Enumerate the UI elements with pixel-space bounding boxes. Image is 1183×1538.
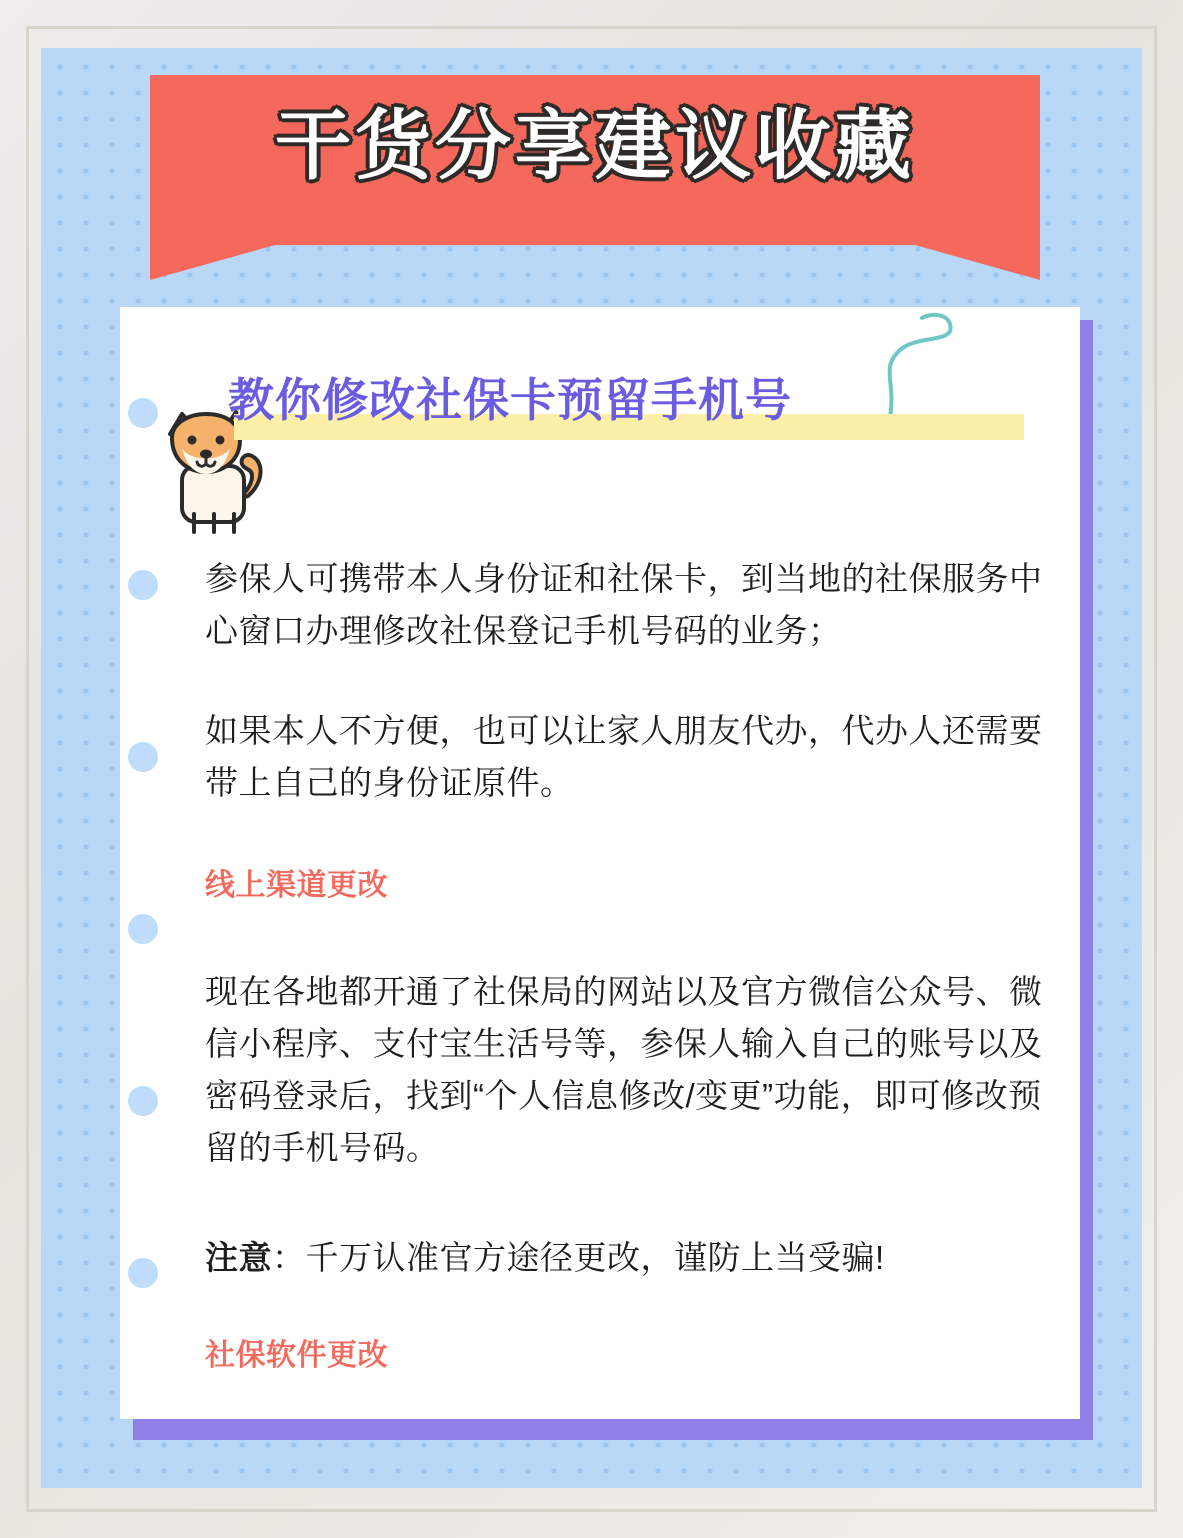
paragraph-2: 如果本人不方便，也可以让家人朋友代办，代办人还需要带上自己的身份证原件。 xyxy=(205,712,1043,801)
bullet-dot xyxy=(128,1258,158,1288)
paragraph-1: 参保人可携带本人身份证和社保卡，到当地的社保服务中心窗口办理修改社保登记手机号码的业务； xyxy=(205,560,1043,649)
ribbon-title: 干货分享建议收藏 xyxy=(275,104,915,189)
paragraph-3: 现在各地都开通了社保局的网站以及官方微信公众号、微信小程序、支付宝生活号等，参保人输入自己的账号以及密码登录后，找到“个人信息修改/变更”功能，即可修改预留的手机号码。 xyxy=(205,973,1043,1166)
ribbon-banner xyxy=(150,75,1040,280)
bullet-dot xyxy=(128,1086,158,1116)
note-label: 注意 xyxy=(205,1239,272,1276)
title-text: 教你修改社保卡预留手机号 xyxy=(228,374,792,426)
subheading-online-channel: 线上渠道更改 xyxy=(205,869,388,902)
bullet-dot xyxy=(128,914,158,944)
subheading-app-change: 社保软件更改 xyxy=(205,1339,388,1372)
note-line xyxy=(205,1232,1050,1284)
page-title xyxy=(228,372,1028,442)
bullet-dot xyxy=(128,570,158,600)
bullet-dot xyxy=(128,742,158,772)
note-text: ：千万认准官方途径更改，谨防上当受骗! xyxy=(272,1239,885,1276)
